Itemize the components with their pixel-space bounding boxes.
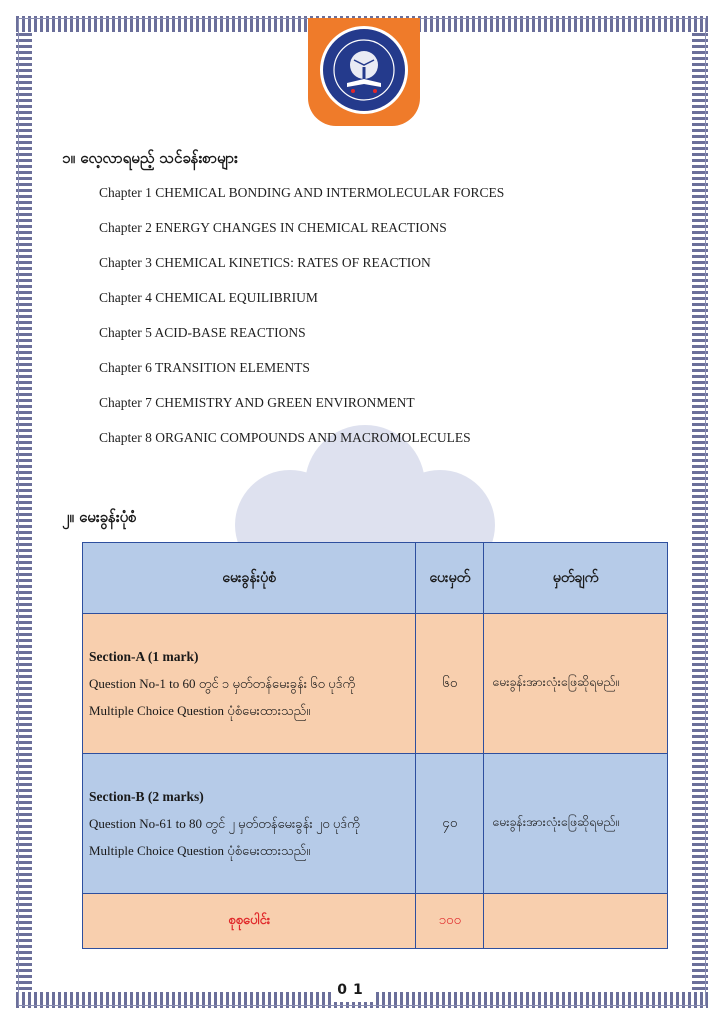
section-title: Section-A (1 mark)	[89, 649, 199, 664]
chapter-item: Chapter 4 CHEMICAL EQUILIBRIUM	[99, 290, 318, 305]
chapter-item: Chapter 6 TRANSITION ELEMENTS	[99, 360, 310, 375]
remark-cell: မေးခွန်းအားလုံးဖြေဆိုရမည်။	[484, 614, 668, 754]
table-row	[83, 754, 668, 894]
chapter-item: Chapter 7 CHEMISTRY AND GREEN ENVIRONMENT	[99, 395, 415, 410]
marks-cell: ၆၀	[416, 614, 484, 754]
chapter-item: Chapter 5 ACID-BASE REACTIONS	[99, 325, 306, 340]
logo-tab	[308, 18, 420, 126]
section-title: Section-B (2 marks)	[89, 789, 204, 804]
table-total-row	[83, 894, 668, 949]
chapter-item: Chapter 3 CHEMICAL KINETICS: RATES OF REACTION	[99, 255, 431, 270]
section-description	[83, 614, 416, 754]
section-line: Question No-1 to 60 တွင် ၁ မှတ်တန်မေးခွန်း ၆၀ ပုဒ်ကို	[89, 676, 356, 691]
page-number: 01	[333, 982, 373, 1002]
header-question-format: မေးခွန်းပုံစံ	[83, 543, 416, 614]
total-remark-empty	[484, 894, 668, 949]
section2-title: ၂။ မေးခွန်းပုံစံ	[62, 508, 137, 526]
chapter-item: Chapter 1 CHEMICAL BONDING AND INTERMOLECULAR FORCES	[99, 185, 505, 200]
total-label: စုစုပေါင်း	[83, 894, 416, 949]
header-marks: ပေးမှတ်	[416, 543, 484, 614]
section-line: Multiple Choice Question ပုံစံမေးထားသည်။	[89, 843, 311, 858]
section-description	[83, 754, 416, 894]
question-format-table	[82, 542, 668, 949]
remark-cell: မေးခွန်းအားလုံးဖြေဆိုရမည်။	[484, 754, 668, 894]
table-header-row	[83, 543, 668, 614]
tree-book-emblem-icon	[320, 26, 408, 114]
section-line: Multiple Choice Question ပုံစံမေးထားသည်။	[89, 703, 311, 718]
section1-title: ၁။ လေ့လာရမည့် သင်ခန်းစာများ	[62, 149, 238, 167]
total-marks: ၁၀၀	[416, 894, 484, 949]
marks-cell: ၄၀	[416, 754, 484, 894]
chapter-item: Chapter 8 ORGANIC COMPOUNDS AND MACROMOLECULES	[99, 430, 471, 445]
section-line: Question No-61 to 80 တွင် ၂ မှတ်တန်မေးခွန်း ၂၀ ပုဒ်ကို	[89, 816, 360, 831]
header-remark: မှတ်ချက်	[484, 543, 668, 614]
chapter-item: Chapter 2 ENERGY CHANGES IN CHEMICAL REACTIONS	[99, 220, 447, 235]
table-row	[83, 614, 668, 754]
